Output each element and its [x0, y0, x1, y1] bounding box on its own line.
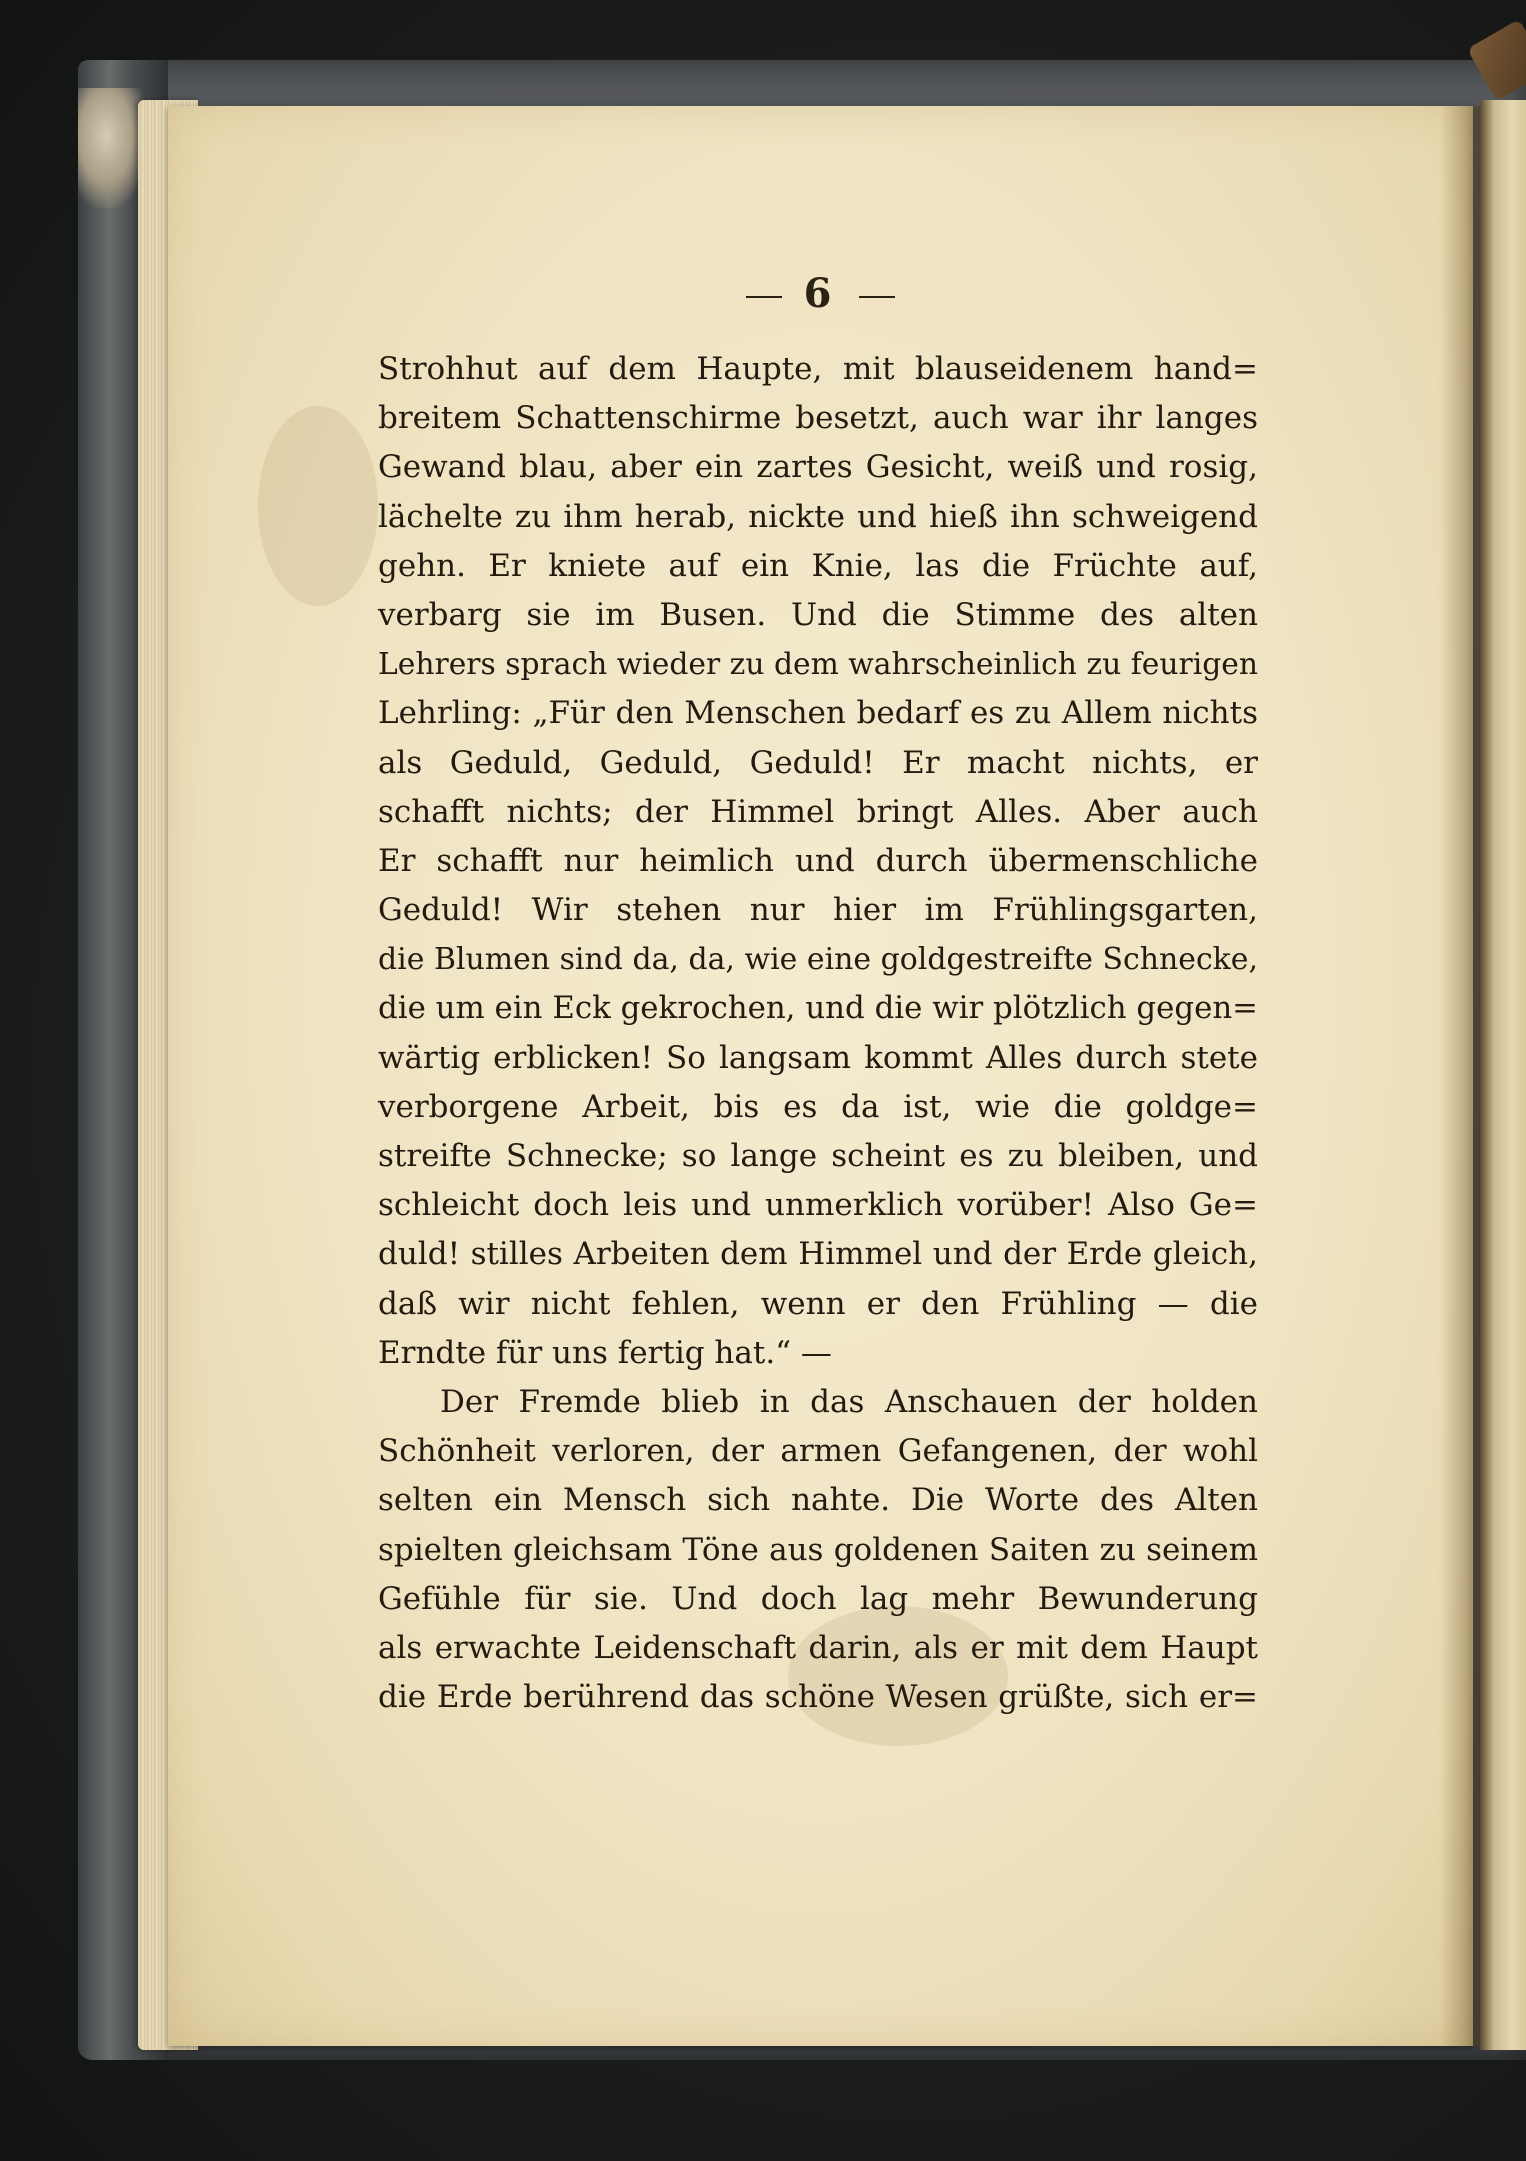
- text-line: selten ein Mensch sich nahte. Die Worte des Alten: [378, 1482, 1258, 1519]
- text-line: Erndte für uns fertig hat.“ —: [378, 1334, 832, 1371]
- text-line: lächelte zu ihm herab, nickte und hieß ihn schweigend: [378, 498, 1258, 535]
- page-number: 6: [803, 270, 838, 317]
- text-line: verbarg sie im Busen. Und die Stimme des alten: [378, 596, 1258, 633]
- text-line: Lehrling: „Für den Menschen bedarf es zu Allem nichts: [378, 695, 1258, 732]
- page-gutter: [1440, 106, 1480, 2046]
- text-line: streifte Schnecke; so lange scheint es zu bleiben, und: [378, 1138, 1258, 1174]
- facing-page-edge: [1480, 100, 1526, 2050]
- text-line: verborgene Arbeit, bis es da ist, wie die goldge=: [378, 1088, 1258, 1125]
- text-line: Er schafft nur heimlich und durch übermenschliche: [378, 842, 1258, 879]
- header-dash-right: [859, 296, 895, 298]
- text-line: die um ein Eck gekrochen, und die wir plötzlich gegen=: [378, 990, 1258, 1027]
- text-line: Gewand blau, aber ein zartes Gesicht, weiß und rosig,: [378, 449, 1258, 486]
- page-header: [168, 270, 1473, 317]
- text-line: Der Fremde blieb in das Anschauen der holden: [440, 1383, 1258, 1420]
- text-line: schleicht doch leis und unmerklich vorüber! Also Ge=: [378, 1187, 1258, 1224]
- text-line: Geduld! Wir stehen nur hier im Frühlingsgarten,: [378, 892, 1258, 929]
- text-line: wärtig erblicken! So langsam kommt Alles durch stete: [378, 1039, 1258, 1076]
- paper-stain: [258, 406, 378, 606]
- text-line: Gefühle für sie. Und doch lag mehr Bewunderung: [378, 1580, 1258, 1617]
- text-line: als Geduld, Geduld, Geduld! Er macht nichts, er: [378, 744, 1258, 781]
- body-text: [378, 345, 1258, 1722]
- text-line: gehn. Er kniete auf ein Knie, las die Früchte auf,: [378, 547, 1258, 584]
- text-line: die Blumen sind da, da, wie eine goldgestreifte Schnecke,: [378, 942, 1258, 978]
- text-line: schafft nichts; der Himmel bringt Alles. Aber auch: [378, 793, 1258, 830]
- header-dash-left: [746, 296, 782, 298]
- text-line: daß wir nicht fehlen, wenn er den Frühling — die: [378, 1285, 1258, 1322]
- text-line: die Erde berührend das schöne Wesen grüßte, sich er=: [378, 1679, 1258, 1716]
- text-line: Lehrers sprach wieder zu dem wahrscheinlich zu feurigen: [378, 647, 1258, 683]
- text-line: Schönheit verloren, der armen Gefangenen, der wohl: [378, 1433, 1258, 1470]
- text-line: spielten gleichsam Töne aus goldenen Saiten zu seinem: [378, 1531, 1258, 1568]
- text-line: als erwachte Leidenschaft darin, als er mit dem Haupt: [378, 1629, 1258, 1666]
- text-line: duld! stilles Arbeiten dem Himmel und der Erde gleich,: [378, 1236, 1258, 1273]
- text-line: breitem Schattenschirme besetzt, auch war ihr langes: [378, 400, 1258, 437]
- text-line: Strohhut auf dem Haupte, mit blauseidenem hand=: [378, 351, 1258, 387]
